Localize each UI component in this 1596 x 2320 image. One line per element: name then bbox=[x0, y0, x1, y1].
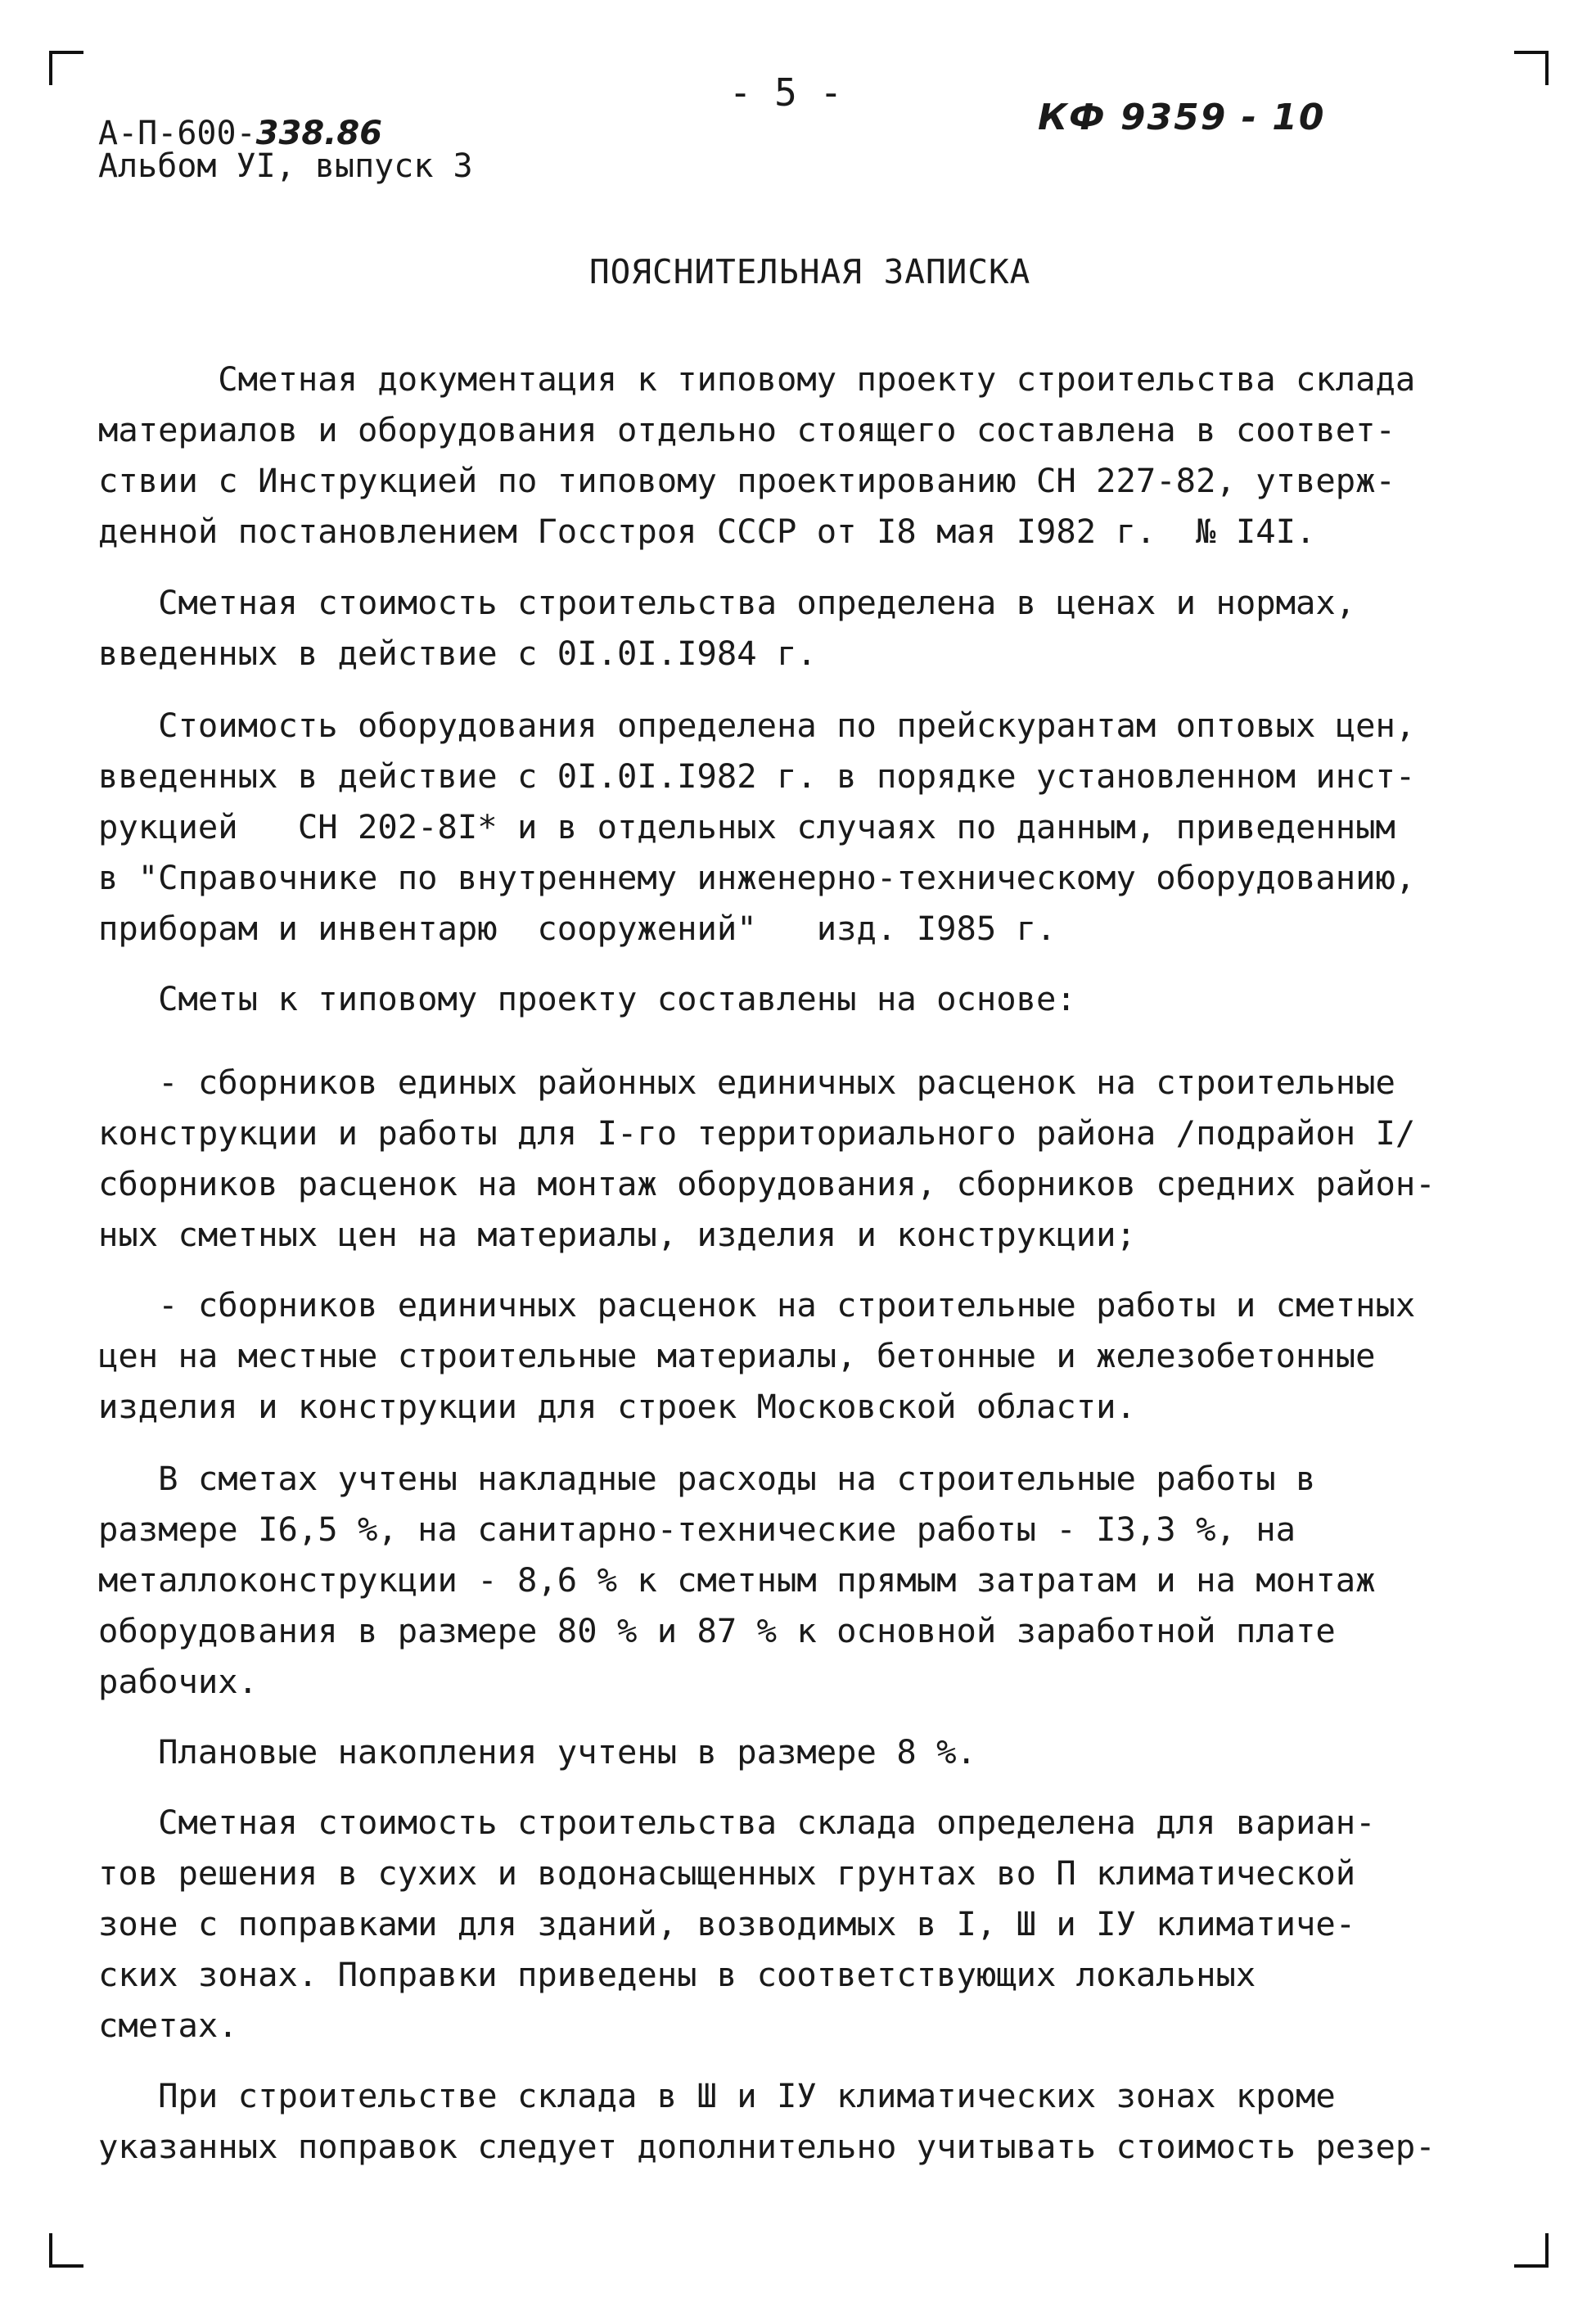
album-label: Альбом УI, выпуск 3 bbox=[98, 147, 473, 185]
text-line: ствии с Инструкцией по типовому проектированию СН 227-82, утверж- bbox=[98, 461, 1395, 500]
text-line: рабочих. bbox=[98, 1662, 259, 1701]
document-code-handwritten: 338.86 bbox=[255, 115, 383, 152]
text-line: металлоконструкции - 8,6 % к сметным прямым затратам и на монтаж bbox=[98, 1560, 1376, 1600]
text-line: рукцией СН 202-8I* и в отдельных случаях по данным, приведенным bbox=[98, 807, 1395, 846]
text-line: - сборников единичных расценок на строительные работы и сметных bbox=[98, 1285, 1416, 1325]
text-line: При строительстве склада в Ш и IУ климатических зонах кроме bbox=[98, 2076, 1336, 2115]
text-line: материалов и оборудования отдельно стоящего составлена в соответ- bbox=[98, 410, 1395, 449]
text-line: Стоимость оборудования определена по прейскурантам оптовых цен, bbox=[98, 706, 1416, 745]
text-line: зоне с поправками для зданий, возводимых в I, Ш и IУ климатиче- bbox=[98, 1904, 1356, 1943]
text-line: введенных в действие с 0I.0I.I982 г. в порядке установленном инст- bbox=[98, 756, 1416, 796]
text-line: тов решения в сухих и водонасыщенных грунтах во П климатической bbox=[98, 1853, 1356, 1893]
page-number: - 5 - bbox=[728, 70, 843, 115]
text-line: сборников расценок на монтаж оборудования, сборников средних район- bbox=[98, 1164, 1436, 1203]
text-line: ских зонах. Поправки приведены в соответствующих локальных bbox=[98, 1955, 1256, 1994]
text-line: Сметная стоимость строительства склада определена для вариан- bbox=[98, 1803, 1376, 1842]
corner-mark-top-right bbox=[1514, 51, 1549, 85]
text-line: изделия и конструкции для строек Московской области. bbox=[98, 1387, 1136, 1426]
text-line: Сметная стоимость строительства определена в ценах и нормах, bbox=[98, 583, 1356, 622]
text-line: приборам и инвентарю сооружений" изд. I985 г. bbox=[98, 909, 1057, 948]
text-line: Сметы к типовому проекту составлены на основе: bbox=[98, 979, 1076, 1018]
text-line: введенных в действие с 0I.0I.I984 г. bbox=[98, 634, 817, 673]
text-line: цен на местные строительные материалы, бетонные и железобетонные bbox=[98, 1336, 1376, 1375]
text-line: - сборников единых районных единичных расценок на строительные bbox=[98, 1063, 1395, 1102]
text-line: конструкции и работы для I-го территориального района /подрайон I/ bbox=[98, 1113, 1416, 1153]
archive-stamp: КФ 9359 - 10 bbox=[1038, 97, 1326, 138]
text-line: В сметах учтены накладные расходы на строительные работы в bbox=[98, 1459, 1316, 1498]
text-line: сметах. bbox=[98, 2006, 238, 2045]
text-line: указанных поправок следует дополнительно учитывать стоимость резер- bbox=[98, 2127, 1436, 2166]
text-line: размере I6,5 %, на санитарно-технические работы - I3,3 %, на bbox=[98, 1510, 1296, 1549]
text-line: ных сметных цен на материалы, изделия и конструкции; bbox=[98, 1215, 1136, 1254]
corner-mark-top-left bbox=[49, 51, 83, 85]
text-line: оборудования в размере 80 % и 87 % к основной заработной плате bbox=[98, 1611, 1336, 1650]
text-line: Сметная документация к типовому проекту строительства склада bbox=[98, 359, 1416, 399]
corner-mark-bottom-right bbox=[1514, 2233, 1549, 2268]
text-line: Плановые накопления учтены в размере 8 %. bbox=[98, 1732, 976, 1772]
text-line: в "Справочнике по внутреннему инженерно-техническому оборудованию, bbox=[98, 858, 1416, 897]
text-line: денной постановлением Госстроя СССР от I8 мая I982 г. № I4I. bbox=[98, 512, 1316, 551]
document-code-printed: А-П-600- bbox=[98, 115, 256, 152]
page-title: ПОЯСНИТЕЛЬНАЯ ЗАПИСКА bbox=[589, 252, 1031, 291]
corner-mark-bottom-left bbox=[49, 2233, 83, 2268]
